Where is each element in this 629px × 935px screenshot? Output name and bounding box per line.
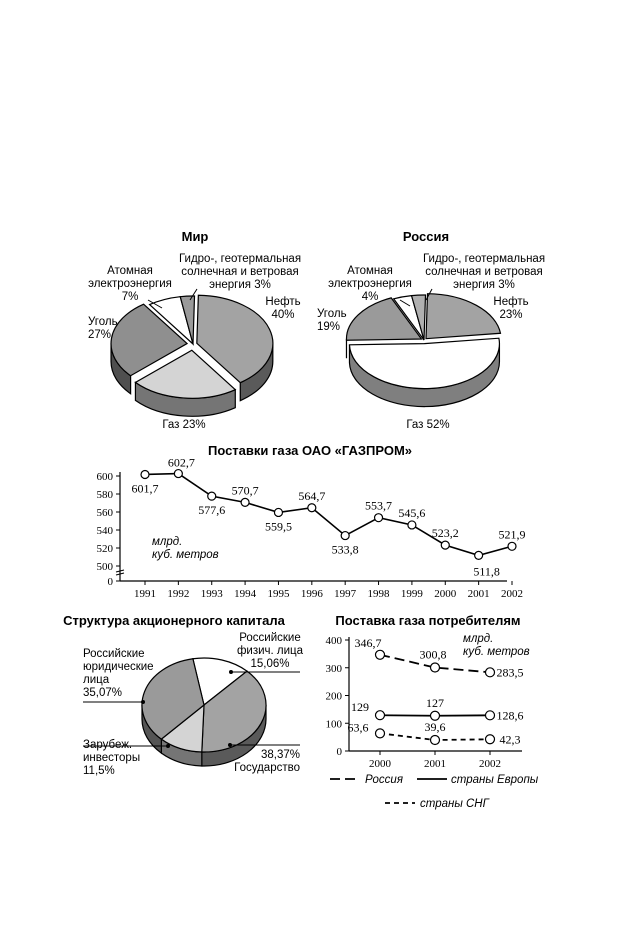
russia-label-hydro-0: Гидро-, геотермальная xyxy=(422,253,546,265)
russia-label-nuclear-2: 4% xyxy=(361,291,379,303)
world-label-nuclear-0: Атомная xyxy=(107,265,153,277)
consumer-legend-label-1: страны Европы xyxy=(451,774,539,786)
gazprom-value-label-11: 521,9 xyxy=(498,527,526,542)
consumer-legend-label-0: Россия xyxy=(365,774,403,786)
world-label-coal-1: 27% xyxy=(88,329,112,341)
consumer-value-label-1-2: 128,6 xyxy=(496,708,524,723)
gazprom-value-label-4: 559,5 xyxy=(264,519,292,534)
consumer-unit-0: млрд. xyxy=(463,633,494,645)
world-pie-title: Мир xyxy=(181,229,209,244)
gazprom-value-label-9: 523,2 xyxy=(431,526,459,541)
gazprom-value-label-0: 601,7 xyxy=(131,481,159,496)
gazprom-unit-1: куб. метров xyxy=(152,549,219,561)
consumer-point-2-1 xyxy=(431,736,440,745)
gazprom-unit-0: млрд. xyxy=(152,536,183,548)
consumer-legend-label-2: страны СНГ xyxy=(420,798,489,810)
world-label-hydro-0: Гидро-, геотермальная xyxy=(178,253,302,265)
russia-label-coal-1: 19% xyxy=(317,321,341,333)
consumer-point-0-1 xyxy=(431,663,440,672)
gazprom-value-label-10: 511,8 xyxy=(473,564,500,579)
consumer-value-label-2-1: 39,6 xyxy=(424,720,446,735)
capital-label-phys-0: Российские xyxy=(239,632,301,644)
consumer-ytick-2: 200 xyxy=(325,690,342,703)
gazprom-point-8 xyxy=(408,521,416,529)
gazprom-ytick-6: 600 xyxy=(96,471,113,483)
gazprom-point-5 xyxy=(308,504,316,512)
consumer-unit-1: куб. метров xyxy=(463,646,530,658)
world-label-nuclear-1: электроэнергия xyxy=(88,278,172,290)
capital-label-phys-2: 15,06% xyxy=(250,658,290,670)
capital-label-phys-1: физич. лица xyxy=(236,645,304,657)
consumer-value-label-0-1: 300,8 xyxy=(419,647,447,662)
consumer-point-0-2 xyxy=(486,668,495,677)
gazprom-ytick-1: 500 xyxy=(96,561,113,573)
world-label-nuclear-2: 7% xyxy=(121,291,139,303)
consumer-value-label-1-0: 129 xyxy=(351,700,369,715)
gazprom-point-10 xyxy=(475,551,483,559)
russia-label-nuclear-1: электроэнергия xyxy=(328,278,412,290)
gazprom-point-11 xyxy=(508,542,516,550)
gazprom-value-label-6: 533,8 xyxy=(331,542,359,557)
gazprom-xtick-1: 1992 xyxy=(167,588,190,600)
russia-label-oil-1: 23% xyxy=(499,309,523,321)
capital-label-state-0: 38,37% xyxy=(260,749,300,761)
consumer-xtick-0: 2000 xyxy=(369,758,391,770)
capital-label-foreign-2: 11,5% xyxy=(83,765,115,777)
consumer-point-2-0 xyxy=(376,729,385,738)
gazprom-value-label-3: 570,7 xyxy=(231,483,259,498)
russia-label-hydro-2: энергия 3% xyxy=(453,279,515,291)
russia-label-oil-0: Нефть xyxy=(493,296,529,308)
gazprom-xtick-5: 1996 xyxy=(300,588,323,600)
consumer-ytick-1: 100 xyxy=(325,718,342,731)
consumer-point-0-0 xyxy=(376,650,385,659)
russia-label-coal-0: Уголь xyxy=(317,308,347,320)
russia-label-nuclear-0: Атомная xyxy=(347,265,393,277)
russia-label-gas: Газ 52% xyxy=(406,419,450,431)
gazprom-ytick-5: 580 xyxy=(96,489,113,501)
gazprom-xtick-0: 1991 xyxy=(134,588,156,600)
gazprom-point-1 xyxy=(174,470,182,478)
gazprom-point-6 xyxy=(341,532,349,540)
consumer-point-1-1 xyxy=(431,711,440,720)
consumer-point-1-2 xyxy=(486,711,495,720)
russia-label-hydro-1: солнечная и ветровая xyxy=(425,266,543,278)
consumer-value-label-1-1: 127 xyxy=(426,695,444,710)
consumer-line-chart xyxy=(326,613,539,810)
russia-pie-title: Россия xyxy=(402,229,450,244)
consumer-point-2-2 xyxy=(486,735,495,744)
gazprom-xtick-9: 2000 xyxy=(434,588,457,600)
gazprom-point-7 xyxy=(375,514,383,522)
gazprom-xtick-4: 1995 xyxy=(267,588,290,600)
gazprom-xtick-6: 1997 xyxy=(334,588,357,600)
gazprom-point-4 xyxy=(274,508,282,516)
consumer-value-label-2-2: 42,3 xyxy=(499,732,521,747)
gazprom-value-label-2: 577,6 xyxy=(198,503,226,518)
capital-label-legal-0: Российские xyxy=(83,648,145,660)
consumer-xtick-1: 2001 xyxy=(424,758,446,770)
world-label-oil-0: Нефть xyxy=(265,296,301,308)
consumer-value-label-2-0: 63,6 xyxy=(347,720,369,735)
capital-label-legal-3: 35,07% xyxy=(83,687,123,699)
world-pie-chart xyxy=(88,229,301,431)
capital-label-legal-1: юридические xyxy=(83,661,154,673)
gazprom-value-label-5: 564,7 xyxy=(298,488,326,503)
gazprom-xtick-2: 1993 xyxy=(200,588,223,600)
gazprom-value-label-7: 553,7 xyxy=(365,498,393,513)
gazprom-point-0 xyxy=(141,470,149,478)
consumer-value-label-0-2: 283,5 xyxy=(496,665,524,680)
capital-pie-chart xyxy=(63,613,304,777)
world-label-hydro-1: солнечная и ветровая xyxy=(181,266,299,278)
world-label-coal-0: Уголь xyxy=(88,316,118,328)
gazprom-ytick-3: 540 xyxy=(96,525,113,537)
capital-title: Структура акционерного капитала xyxy=(63,613,285,628)
consumer-title: Поставка газа потребителям xyxy=(335,613,521,628)
gazprom-xtick-3: 1994 xyxy=(234,588,257,600)
gazprom-line-chart xyxy=(97,443,526,600)
gazprom-xtick-7: 1998 xyxy=(367,588,390,600)
gazprom-value-label-1: 602,7 xyxy=(167,455,195,470)
world-label-oil-1: 40% xyxy=(271,309,295,321)
gazprom-ytick-2: 520 xyxy=(96,543,113,555)
gazprom-point-2 xyxy=(208,492,216,500)
consumer-point-1-0 xyxy=(376,711,385,720)
consumer-xtick-2: 2002 xyxy=(479,758,501,770)
gazprom-xtick-11: 2002 xyxy=(501,588,523,600)
capital-label-foreign-1: инвесторы xyxy=(83,752,141,764)
consumer-value-label-0-0: 346,7 xyxy=(354,635,382,650)
gazprom-xtick-10: 2001 xyxy=(467,588,490,600)
consumer-ytick-3: 300 xyxy=(325,662,342,675)
gazprom-title: Поставки газа ОАО «ГАЗПРОМ» xyxy=(207,443,413,458)
gazprom-ytick-4: 560 xyxy=(96,507,113,519)
russia-slice-0 xyxy=(426,294,500,339)
world-label-gas: Газ 23% xyxy=(162,419,206,431)
capital-label-state-1: Государство xyxy=(234,762,300,774)
capital-label-foreign-0: Зарубеж. xyxy=(83,739,133,751)
russia-pie-chart xyxy=(317,229,545,431)
gazprom-point-3 xyxy=(241,498,249,506)
gazprom-ytick-0: 0 xyxy=(107,576,113,588)
capital-label-legal-2: лица xyxy=(83,674,110,686)
consumer-ytick-0: 0 xyxy=(336,746,342,758)
gazprom-value-label-8: 545,6 xyxy=(398,505,426,520)
consumer-ytick-4: 400 xyxy=(325,635,342,647)
gazprom-point-9 xyxy=(441,541,449,549)
world-label-hydro-2: энергия 3% xyxy=(209,279,271,291)
gazprom-xtick-8: 1999 xyxy=(400,588,423,600)
